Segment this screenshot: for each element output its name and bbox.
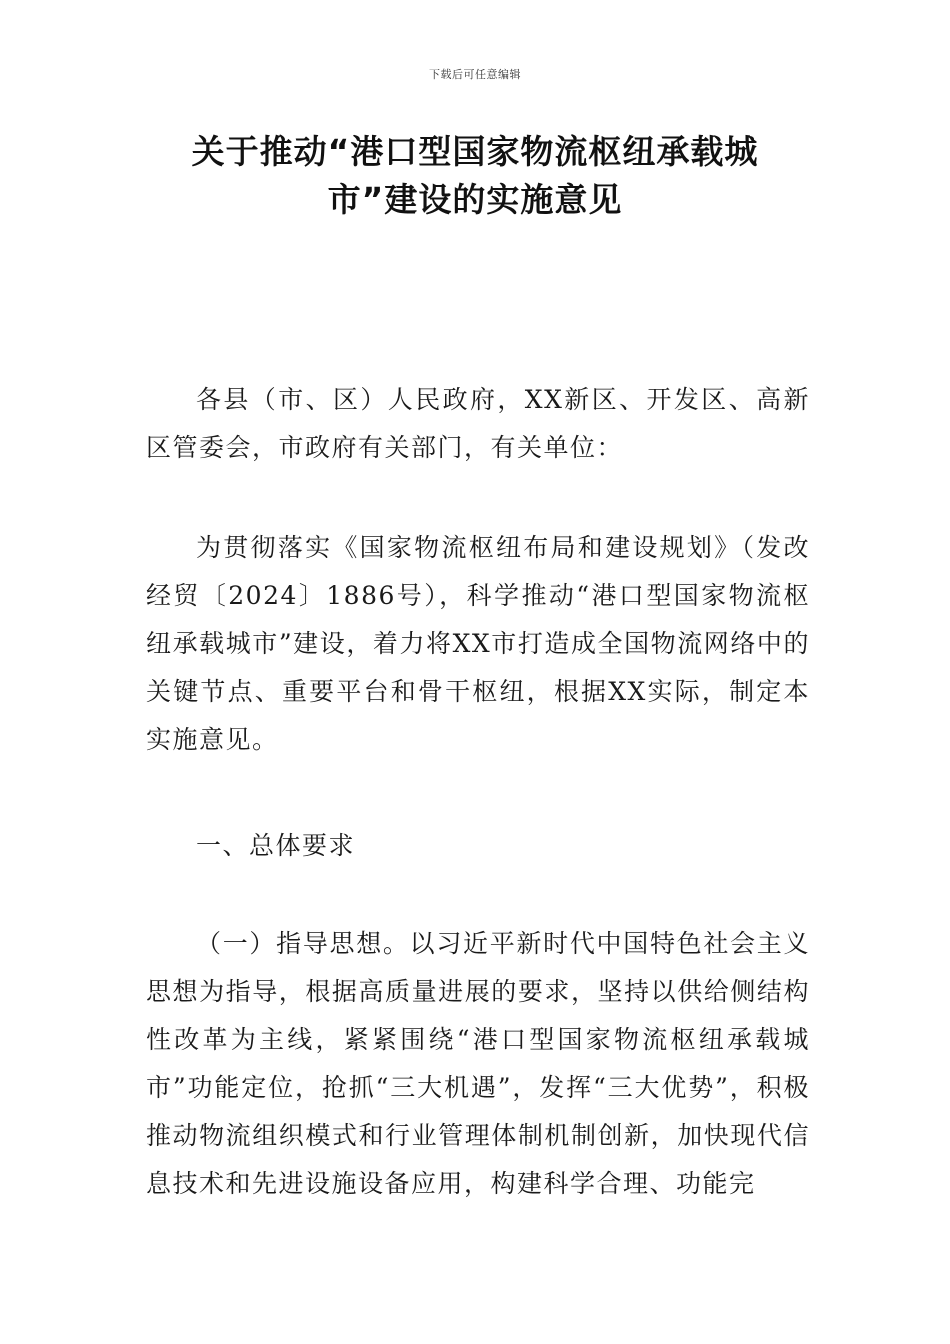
intro-paragraph: 为贯彻落实《国家物流枢纽布局和建设规划》（发改经贸〔2024〕1886号），科学推动“港口型国家物流枢纽承载城市”建设，着力将XX市打造成全国物流网络中的关键节点、重要平台和骨干枢纽，根据XX实际，制定本实施意见。 — [146, 533, 810, 754]
header-note: 下载后可任意编辑 — [429, 68, 521, 81]
title-line-1: 关于推动“港口型国家物流枢纽承载城 — [191, 132, 759, 171]
section-heading: 一、总体要求 — [196, 831, 356, 860]
title-line-2: 市”建设的实施意见 — [327, 180, 623, 219]
document-title — [150, 128, 800, 224]
guidance-paragraph: （一）指导思想。以习近平新时代中国特色社会主义思想为指导，根据高质量进展的要求，坚持以供给侧结构性改革为主线，紧紧围绕“港口型国家物流枢纽承载城市”功能定位，抢抓“三大机遇”，发挥“三大优势”，积极推动物流组织模式和行业管理体制机制创新，加快现代信息技术和先进设施设备应用，构建科学合理、功能完 — [146, 929, 810, 1198]
greeting-paragraph: 各县（市、区）人民政府，XX新区、开发区、高新区管委会，市政府有关部门，有关单位： — [146, 385, 810, 462]
